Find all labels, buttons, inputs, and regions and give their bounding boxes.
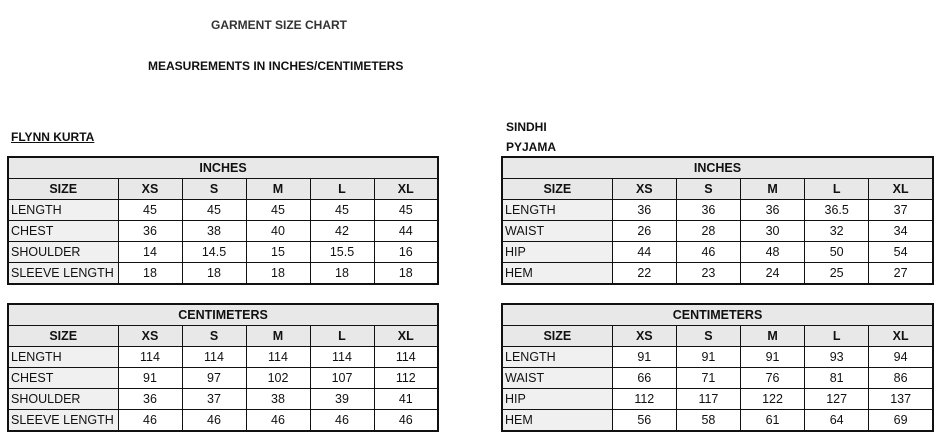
measurement-value: 18 bbox=[182, 263, 246, 285]
measurement-value: 122 bbox=[740, 389, 804, 410]
measurement-value: 54 bbox=[869, 242, 933, 263]
size-header-m: M bbox=[740, 179, 804, 200]
measurement-value: 114 bbox=[374, 347, 438, 368]
table-row bbox=[502, 347, 933, 368]
size-header-l: L bbox=[805, 179, 869, 200]
measurement-value: 25 bbox=[805, 263, 869, 285]
measurement-value: 94 bbox=[869, 347, 933, 368]
measurement-value: 107 bbox=[310, 368, 374, 389]
size-column-header: SIZE bbox=[8, 326, 118, 347]
measurement-value: 86 bbox=[869, 368, 933, 389]
measurement-value: 45 bbox=[182, 200, 246, 221]
measurement-label: SLEEVE LENGTH bbox=[8, 263, 118, 285]
measurement-value: 114 bbox=[182, 347, 246, 368]
measurement-value: 46 bbox=[246, 410, 310, 432]
size-header-row bbox=[8, 179, 438, 200]
measurement-value: 66 bbox=[612, 368, 676, 389]
measurement-value: 37 bbox=[869, 200, 933, 221]
measurement-value: 30 bbox=[740, 221, 804, 242]
size-header-xs: XS bbox=[612, 179, 676, 200]
table-row bbox=[8, 200, 438, 221]
measurement-value: 18 bbox=[374, 263, 438, 285]
measurement-value: 14 bbox=[118, 242, 182, 263]
measurement-value: 23 bbox=[676, 263, 740, 285]
measurement-value: 22 bbox=[612, 263, 676, 285]
measurement-value: 46 bbox=[310, 410, 374, 432]
size-header-xl: XL bbox=[374, 179, 438, 200]
table-row bbox=[8, 221, 438, 242]
size-header-m: M bbox=[246, 179, 310, 200]
table-row bbox=[8, 389, 438, 410]
measurement-value: 28 bbox=[676, 221, 740, 242]
measurement-value: 36 bbox=[118, 389, 182, 410]
measurement-value: 46 bbox=[118, 410, 182, 432]
measurement-value: 45 bbox=[246, 200, 310, 221]
size-column-header: SIZE bbox=[8, 179, 118, 200]
measurement-value: 37 bbox=[182, 389, 246, 410]
unit-header: INCHES bbox=[502, 157, 933, 179]
measurement-value: 40 bbox=[246, 221, 310, 242]
measurement-value: 46 bbox=[676, 242, 740, 263]
measurement-label: SLEEVE LENGTH bbox=[8, 410, 118, 432]
pyjama-centimeters-table bbox=[501, 303, 934, 432]
measurement-value: 127 bbox=[805, 389, 869, 410]
size-header-l: L bbox=[805, 326, 869, 347]
unit-header: CENTIMETERS bbox=[502, 304, 933, 326]
measurement-value: 71 bbox=[676, 368, 740, 389]
measurement-value: 32 bbox=[805, 221, 869, 242]
chart-title: GARMENT SIZE CHART bbox=[211, 18, 347, 32]
measurement-label: HIP bbox=[502, 242, 612, 263]
measurement-value: 48 bbox=[740, 242, 804, 263]
unit-header: INCHES bbox=[8, 157, 438, 179]
size-header-s: S bbox=[182, 326, 246, 347]
measurement-value: 18 bbox=[246, 263, 310, 285]
measurement-value: 112 bbox=[374, 368, 438, 389]
measurement-label: WAIST bbox=[502, 221, 612, 242]
measurement-value: 91 bbox=[676, 347, 740, 368]
pyjama-label-line1: SINDHI bbox=[506, 120, 547, 134]
measurement-value: 36 bbox=[118, 221, 182, 242]
measurement-value: 16 bbox=[374, 242, 438, 263]
measurement-value: 97 bbox=[182, 368, 246, 389]
measurement-label: SHOULDER bbox=[8, 242, 118, 263]
measurement-value: 56 bbox=[612, 410, 676, 432]
measurement-value: 14.5 bbox=[182, 242, 246, 263]
measurement-value: 34 bbox=[869, 221, 933, 242]
measurement-label: LENGTH bbox=[8, 200, 118, 221]
size-header-xs: XS bbox=[118, 326, 182, 347]
measurement-value: 91 bbox=[740, 347, 804, 368]
measurement-label: LENGTH bbox=[8, 347, 118, 368]
measurement-value: 42 bbox=[310, 221, 374, 242]
size-header-s: S bbox=[676, 179, 740, 200]
size-column-header: SIZE bbox=[502, 179, 612, 200]
measurement-value: 91 bbox=[118, 368, 182, 389]
measurement-label: LENGTH bbox=[502, 200, 612, 221]
size-header-s: S bbox=[676, 326, 740, 347]
measurement-value: 44 bbox=[374, 221, 438, 242]
table-row bbox=[502, 221, 933, 242]
measurement-value: 45 bbox=[118, 200, 182, 221]
table-row bbox=[502, 368, 933, 389]
measurement-value: 45 bbox=[310, 200, 374, 221]
measurement-value: 93 bbox=[805, 347, 869, 368]
measurement-value: 18 bbox=[118, 263, 182, 285]
measurement-label: WAIST bbox=[502, 368, 612, 389]
kurta-centimeters-table bbox=[7, 303, 439, 432]
measurement-value: 114 bbox=[118, 347, 182, 368]
kurta-label: FLYNN KURTA bbox=[11, 130, 95, 144]
measurement-value: 26 bbox=[612, 221, 676, 242]
table-row bbox=[8, 368, 438, 389]
size-header-m: M bbox=[740, 326, 804, 347]
size-header-xl: XL bbox=[869, 326, 933, 347]
measurement-value: 36.5 bbox=[805, 200, 869, 221]
measurement-label: HIP bbox=[502, 389, 612, 410]
size-header-l: L bbox=[310, 179, 374, 200]
table-row bbox=[502, 263, 933, 285]
measurement-value: 38 bbox=[246, 389, 310, 410]
measurement-value: 45 bbox=[374, 200, 438, 221]
measurement-value: 64 bbox=[805, 410, 869, 432]
measurement-value: 69 bbox=[869, 410, 933, 432]
measurement-value: 36 bbox=[676, 200, 740, 221]
measurement-label: CHEST bbox=[8, 221, 118, 242]
size-header-xs: XS bbox=[118, 179, 182, 200]
size-header-row bbox=[502, 326, 933, 347]
measurement-value: 91 bbox=[612, 347, 676, 368]
measurement-value: 41 bbox=[374, 389, 438, 410]
measurement-value: 36 bbox=[612, 200, 676, 221]
measurement-value: 44 bbox=[612, 242, 676, 263]
table-row bbox=[8, 263, 438, 285]
size-column-header: SIZE bbox=[502, 326, 612, 347]
measurement-value: 81 bbox=[805, 368, 869, 389]
table-row bbox=[8, 347, 438, 368]
measurement-value: 38 bbox=[182, 221, 246, 242]
size-header-row bbox=[8, 326, 438, 347]
size-header-xl: XL bbox=[374, 326, 438, 347]
table-row bbox=[502, 242, 933, 263]
measurement-label: LENGTH bbox=[502, 347, 612, 368]
pyjama-label-line2: PYJAMA bbox=[506, 140, 557, 154]
size-header-xs: XS bbox=[612, 326, 676, 347]
size-header-l: L bbox=[310, 326, 374, 347]
measurement-value: 76 bbox=[740, 368, 804, 389]
size-header-s: S bbox=[182, 179, 246, 200]
table-row bbox=[8, 242, 438, 263]
measurement-value: 15 bbox=[246, 242, 310, 263]
measurement-label: HEM bbox=[502, 263, 612, 285]
measurement-value: 114 bbox=[246, 347, 310, 368]
measurement-value: 137 bbox=[869, 389, 933, 410]
table-row bbox=[502, 389, 933, 410]
chart-subtitle: MEASUREMENTS IN INCHES/CENTIMETERS bbox=[148, 59, 404, 73]
measurement-label: SHOULDER bbox=[8, 389, 118, 410]
table-row bbox=[8, 410, 438, 432]
measurement-value: 50 bbox=[805, 242, 869, 263]
kurta-inches-table bbox=[7, 156, 439, 285]
unit-header: CENTIMETERS bbox=[8, 304, 438, 326]
measurement-value: 36 bbox=[740, 200, 804, 221]
size-header-m: M bbox=[246, 326, 310, 347]
measurement-value: 15.5 bbox=[310, 242, 374, 263]
measurement-value: 27 bbox=[869, 263, 933, 285]
table-row bbox=[502, 410, 933, 432]
measurement-label: HEM bbox=[502, 410, 612, 432]
size-header-row bbox=[502, 179, 933, 200]
measurement-value: 102 bbox=[246, 368, 310, 389]
measurement-value: 46 bbox=[374, 410, 438, 432]
size-header-xl: XL bbox=[869, 179, 933, 200]
table-row bbox=[502, 200, 933, 221]
measurement-value: 114 bbox=[310, 347, 374, 368]
measurement-value: 61 bbox=[740, 410, 804, 432]
measurement-value: 112 bbox=[612, 389, 676, 410]
measurement-label: CHEST bbox=[8, 368, 118, 389]
measurement-value: 39 bbox=[310, 389, 374, 410]
pyjama-inches-table bbox=[501, 156, 934, 285]
measurement-value: 58 bbox=[676, 410, 740, 432]
measurement-value: 18 bbox=[310, 263, 374, 285]
measurement-value: 24 bbox=[740, 263, 804, 285]
measurement-value: 46 bbox=[182, 410, 246, 432]
measurement-value: 117 bbox=[676, 389, 740, 410]
